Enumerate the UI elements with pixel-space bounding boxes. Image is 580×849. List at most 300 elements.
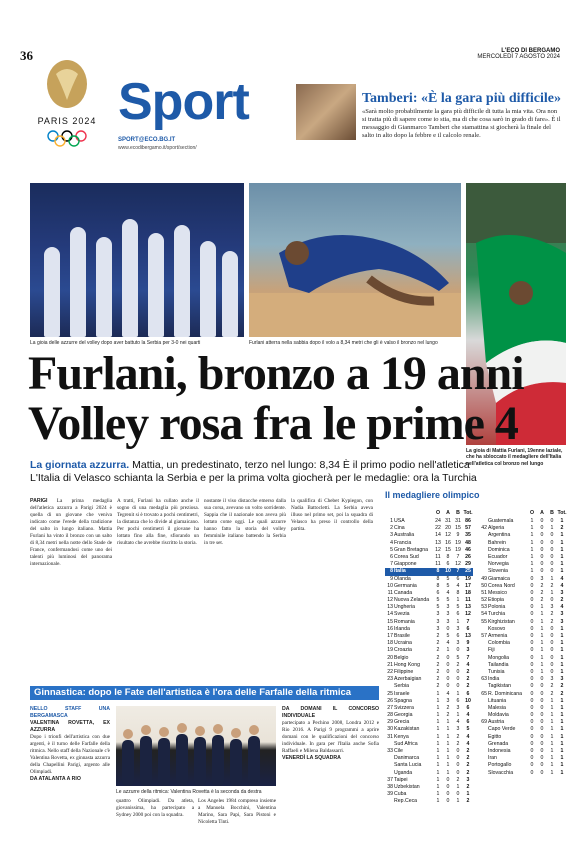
medal-cell-g: 1 (436, 719, 440, 726)
medal-cell-name: Kazakistan (394, 726, 420, 733)
medal-cell-t: 1 (560, 704, 564, 711)
medal-cell-b: 0 (550, 647, 554, 654)
medal-cell-g: 0 (530, 654, 534, 661)
gymnastics-caption: Le azzurre della ritmica: Valentina Rovetta è la seconda da destra (116, 789, 262, 795)
medal-cell-rank: 53 (481, 604, 487, 611)
medal-row (385, 662, 473, 669)
medal-cell-b: 0 (456, 647, 460, 654)
medal-cell-g: 1 (530, 525, 534, 532)
medal-cell-t: 17 (465, 582, 471, 589)
medal-cell-name: Uganda (394, 769, 413, 776)
medal-cell-s: 0 (540, 568, 544, 575)
medal-cell-s: 1 (446, 719, 450, 726)
medal-cell-s: 0 (540, 561, 544, 568)
medal-cell-name: Germania (394, 582, 417, 589)
medal-row (479, 719, 567, 726)
medal-cell-rank: 23 (387, 676, 393, 683)
medal-cell-g: 0 (530, 712, 534, 719)
medal-cell-s: 1 (540, 633, 544, 639)
medal-row (479, 633, 567, 640)
medal-cell-g: 0 (530, 668, 534, 675)
medal-cell-rank (479, 647, 488, 654)
medal-cell-rank: 54 (481, 611, 487, 618)
medal-cell-s: 0 (540, 704, 544, 711)
medal-cell-s: 0 (540, 525, 544, 532)
medal-cell-name: Tunisia (488, 668, 505, 675)
medal-row (385, 705, 473, 712)
medal-table-title: Il medagliere olimpico (385, 490, 480, 500)
medal-cell-g: 2 (436, 647, 440, 654)
medal-cell-g: 0 (530, 676, 534, 683)
volley-photo (30, 183, 244, 337)
medal-row (479, 540, 567, 547)
medal-cell-g: 1 (530, 518, 534, 524)
medal-cell-rank: 30 (387, 726, 393, 733)
medal-cell-s: 1 (446, 769, 450, 776)
medal-cell-name: Guatemala (488, 518, 514, 524)
medal-cell-t: 4 (466, 712, 470, 719)
medal-table-header (385, 510, 473, 518)
gym-column-4 (282, 706, 379, 762)
gym-column-1 (30, 706, 110, 783)
medal-cell-name: Kenya (394, 733, 409, 740)
medal-cell-g: 0 (530, 683, 534, 690)
medal-cell-name: Etiopia (488, 597, 504, 604)
medal-cell-s: 1 (540, 647, 544, 654)
section-web[interactable]: www.ecodibergamo.it/sport/section/ (118, 145, 197, 151)
medal-cell-rank: 4 (390, 539, 393, 546)
medal-cell-t: 2 (466, 668, 470, 675)
medal-cell-b: 0 (550, 539, 554, 546)
medal-cell-rank: 42 (481, 525, 487, 532)
medal-row (479, 547, 567, 554)
medal-cell-s: 0 (540, 697, 544, 704)
medal-table-box (385, 490, 568, 810)
medal-cell-b: 19 (455, 539, 461, 546)
medal-cell-name: Turchia (488, 611, 506, 618)
medal-cell-t: 1 (560, 647, 564, 654)
medal-cell-t: 2 (466, 798, 470, 805)
medal-cell-rank: 8 (390, 568, 393, 575)
medal-cell-name: Spagna (394, 697, 412, 704)
medal-row (385, 583, 473, 590)
medal-cell-name: Danimarca (394, 755, 420, 762)
medal-cell-b: 0 (550, 640, 554, 647)
medal-cell-rank: 55 (481, 618, 487, 625)
medal-cell-name: Uzbekistan (394, 783, 420, 790)
medal-cell-b: 2 (550, 690, 554, 697)
medal-cell-b: 2 (456, 661, 460, 668)
medal-cell-rank: 29 (387, 719, 393, 726)
medal-cell-name: Capo Verde (488, 726, 516, 733)
medal-cell-t: 1 (560, 546, 564, 553)
medal-cell-g: 0 (530, 633, 534, 639)
medal-cell-t: 1 (560, 726, 564, 733)
medal-cell-s: 4 (446, 589, 450, 596)
medal-cell-rank: 2 (390, 525, 393, 532)
medal-cell-rank: 19 (387, 647, 393, 654)
medal-cell-rank (385, 755, 394, 762)
medal-cell-g: 0 (530, 762, 534, 769)
article-column-4: la qualifica di Chebet Kypiegon, con Nadia Battocletti. La Serbia aveva illuso nel primo set, poi la squadra di Velasco ha preso il controllo della partita. (291, 498, 373, 532)
medal-row (385, 590, 473, 597)
medal-row (385, 532, 473, 539)
medal-cell-s: 1 (540, 654, 544, 661)
medal-row (479, 619, 567, 626)
medal-cell-g: 1 (436, 791, 440, 798)
medal-header-cell (394, 510, 433, 518)
medal-cell-b: 4 (456, 719, 460, 726)
medal-cell-s: 3 (446, 604, 450, 611)
medal-cell-t: 26 (465, 553, 471, 560)
medal-cell-t: 1 (560, 561, 564, 568)
medal-cell-s: 0 (540, 539, 544, 546)
medal-row (479, 748, 567, 755)
medal-cell-b: 0 (456, 762, 460, 769)
medal-row (479, 662, 567, 669)
medal-cell-g: 0 (530, 661, 534, 668)
medal-cell-b: 9 (456, 532, 460, 539)
medal-cell-g: 2 (436, 633, 440, 639)
medal-cell-b: 0 (550, 625, 554, 632)
medal-cell-s: 2 (540, 597, 544, 604)
medal-cell-rank (385, 798, 394, 805)
medal-row (479, 691, 567, 698)
medal-cell-g: 1 (436, 697, 440, 704)
section-email[interactable]: SPORT@ECO.BG.IT (118, 137, 176, 143)
medal-cell-g: 1 (436, 733, 440, 740)
medal-cell-t: 3 (560, 589, 564, 596)
medal-row (385, 791, 473, 798)
medal-cell-g: 1 (436, 748, 440, 754)
medal-cell-t: 4 (560, 604, 564, 611)
medal-cell-rank: 50 (481, 582, 487, 589)
medal-cell-b: 4 (456, 582, 460, 589)
medal-cell-name: Brasile (394, 633, 410, 639)
medal-cell-name: Olanda (394, 575, 411, 582)
medal-cell-rank: 49 (481, 575, 487, 582)
medal-cell-name: Portogallo (488, 762, 512, 769)
medal-cell-g: 1 (530, 568, 534, 575)
medal-cell-b: 0 (550, 597, 554, 604)
medal-cell-b: 2 (456, 740, 460, 747)
medal-row (385, 734, 473, 741)
medal-cell-t: 13 (465, 604, 471, 611)
medal-cell-s: 20 (445, 525, 451, 532)
medal-row (385, 525, 473, 532)
medal-cell-b: 1 (550, 755, 554, 762)
medal-cell-name: Santa Lucia (394, 762, 422, 769)
medal-row (385, 712, 473, 719)
medal-cell-t: 1 (560, 769, 564, 776)
medal-cell-name: Iran (488, 755, 497, 762)
medal-cell-s: 0 (446, 791, 450, 798)
medal-cell-g: 0 (530, 618, 534, 625)
gym-column-3: Los Angeles 1984 compreso insieme a Manuela Bocchini, Valentina Marino, Sara Papi, Sara Pistoni e Nicoletta Tinti. (198, 798, 276, 825)
medal-row (479, 518, 567, 525)
medal-cell-s: 1 (540, 625, 544, 632)
medal-cell-b: 2 (550, 683, 554, 690)
medal-cell-b: 12 (455, 561, 461, 568)
medal-cell-t: 1 (560, 532, 564, 539)
medal-row (385, 798, 473, 805)
medal-cell-s: 5 (446, 597, 450, 604)
medal-cell-g: 22 (435, 525, 441, 532)
medal-cell-g: 1 (436, 783, 440, 790)
medal-cell-g: 0 (530, 769, 534, 776)
medal-cell-t: 2 (466, 683, 470, 690)
medal-cell-name: India (488, 676, 500, 683)
medal-cell-t: 2 (466, 748, 470, 754)
medal-cell-name: Argentina (488, 532, 511, 539)
medal-row (385, 719, 473, 726)
medal-cell-name: Polonia (488, 604, 506, 611)
medal-cell-name: Armenia (488, 633, 508, 639)
medal-cell-t: 1 (560, 748, 564, 754)
medal-row (385, 540, 473, 547)
medal-cell-g: 8 (436, 582, 440, 589)
medal-row (479, 561, 567, 568)
medal-cell-t: 18 (465, 589, 471, 596)
medal-cell-s: 16 (445, 539, 451, 546)
medal-cell-rank: 52 (481, 597, 487, 604)
medal-cell-name: Australia (394, 532, 415, 539)
medal-cell-s: 3 (446, 611, 450, 618)
medal-cell-rank (479, 640, 488, 647)
medal-cell-t: 1 (466, 791, 470, 798)
medal-cell-t: 6 (466, 625, 470, 632)
medal-cell-s: 2 (446, 712, 450, 719)
medal-row (479, 734, 567, 741)
medal-cell-t: 5 (466, 726, 470, 733)
medal-cell-rank (479, 540, 488, 547)
medal-row (385, 647, 473, 654)
medal-cell-t: 6 (466, 690, 470, 697)
medal-cell-t: 1 (560, 762, 564, 769)
medal-cell-b: 7 (456, 568, 460, 575)
medal-cell-s: 1 (540, 618, 544, 625)
medal-row (385, 755, 473, 762)
medal-cell-rank: 6 (390, 553, 393, 560)
medal-row (385, 626, 473, 633)
medal-cell-g: 3 (436, 618, 440, 625)
medal-cell-t: 4 (560, 582, 564, 589)
medal-cell-rank (479, 669, 488, 676)
medal-cell-t: 3 (466, 776, 470, 783)
medal-row (385, 640, 473, 647)
medal-row (385, 611, 473, 618)
medal-cell-t: 1 (560, 640, 564, 647)
medal-cell-g: 1 (530, 553, 534, 560)
medal-cell-g: 0 (530, 597, 534, 604)
medal-cell-g: 0 (530, 604, 534, 611)
medal-cell-s: 0 (540, 733, 544, 740)
page-number: 36 (20, 48, 33, 63)
medal-cell-s: 4 (446, 690, 450, 697)
masthead (420, 48, 560, 60)
medal-cell-g: 1 (436, 769, 440, 776)
medal-row (479, 705, 567, 712)
medal-cell-name: Messico (488, 589, 508, 596)
medal-cell-t: 1 (560, 625, 564, 632)
medal-row (385, 669, 473, 676)
medal-cell-b: 5 (456, 654, 460, 661)
medal-row (385, 561, 473, 568)
article-dateline: PARIGI (30, 498, 48, 504)
medal-cell-g: 1 (530, 539, 534, 546)
medal-cell-t: 6 (466, 704, 470, 711)
medal-cell-b: 19 (455, 546, 461, 553)
medal-cell-s: 0 (540, 762, 544, 769)
medal-cell-name: Corea Sud (394, 553, 419, 560)
medal-row (479, 626, 567, 633)
medal-cell-rank: 7 (390, 561, 393, 568)
medal-cell-s: 1 (446, 733, 450, 740)
medal-cell-g: 0 (530, 733, 534, 740)
flag-caption: La gioia di Mattia Furlani, 19enne laziale, che ha sbloccato il medagliere dell'Italia nell'atletica col bronzo nel lungo (466, 448, 563, 467)
medal-cell-rank (479, 741, 488, 748)
medal-cell-t: 4 (560, 575, 564, 582)
kicker (30, 459, 470, 471)
medal-cell-name: Tailandia (488, 661, 509, 668)
publication-date: MERCOLEDÌ 7 AGOSTO 2024 (477, 54, 560, 60)
medal-cell-g: 1 (436, 704, 440, 711)
medal-cell-s: 31 (445, 518, 451, 524)
medal-cell-b: 1 (550, 575, 554, 582)
medal-row (385, 655, 473, 662)
headline-line-2: Volley rosa fra le prime 4 (28, 397, 518, 450)
medal-row (479, 590, 567, 597)
medal-cell-s: 0 (446, 683, 450, 690)
medal-cell-t: 3 (560, 618, 564, 625)
medal-cell-rank: 10 (387, 582, 393, 589)
medal-cell-b: 2 (456, 733, 460, 740)
medal-cell-t: 48 (465, 539, 471, 546)
medal-cell-s: 2 (446, 704, 450, 711)
medal-row (479, 755, 567, 762)
medal-cell-b: 2 (550, 582, 554, 589)
medal-cell-rank (479, 655, 488, 662)
paris-2024-logo (32, 56, 102, 152)
medal-cell-name: Malesia (488, 704, 506, 711)
medal-cell-s: 0 (540, 769, 544, 776)
medal-cell-rank: 21 (387, 661, 393, 668)
medal-cell-b: 1 (456, 712, 460, 719)
medal-cell-t: 1 (560, 740, 564, 747)
medal-cell-b: 3 (456, 704, 460, 711)
medal-cell-t: 7 (466, 618, 470, 625)
medal-cell-rank: 11 (387, 589, 393, 596)
medal-cell-g: 0 (530, 740, 534, 747)
medal-cell-t: 1 (560, 719, 564, 726)
medal-cell-rank: 25 (387, 690, 393, 697)
medal-cell-t: 1 (560, 518, 564, 524)
medal-cell-g: 2 (436, 668, 440, 675)
medal-header-cell (488, 510, 527, 518)
medal-row (479, 770, 567, 777)
medal-cell-rank: 33 (387, 748, 393, 754)
medal-cell-b: 2 (456, 776, 460, 783)
medal-cell-rank: 20 (387, 654, 393, 661)
tamberi-title: Tamberi: «È la gara più difficile» (362, 91, 561, 106)
medal-row (479, 640, 567, 647)
medal-cell-name: Svizzera (394, 704, 414, 711)
medal-cell-b: 15 (455, 525, 461, 532)
medal-cell-s: 15 (445, 546, 451, 553)
medal-cell-rank: 65 (481, 690, 487, 697)
medal-row (479, 604, 567, 611)
medal-cell-name: Cina (394, 525, 405, 532)
medal-cell-rank: 15 (387, 618, 393, 625)
gym-col1-head: VALENTINA ROVETTA, EX AZZURRA (30, 719, 110, 733)
medal-cell-s: 1 (540, 661, 544, 668)
medal-cell-b: 0 (550, 561, 554, 568)
medal-cell-b: 6 (456, 633, 460, 639)
medal-cell-name: R. Dominicana (488, 690, 523, 697)
medal-cell-g: 1 (436, 755, 440, 762)
medal-cell-s: 5 (446, 633, 450, 639)
medal-cell-b: 0 (550, 568, 554, 575)
medal-cell-b: 1 (550, 748, 554, 754)
medal-cell-name: Ucraina (394, 640, 412, 647)
medal-row (385, 619, 473, 626)
medal-cell-name: Algeria (488, 525, 505, 532)
medal-row (385, 604, 473, 611)
kicker-sub: L'Italia di Velasco schianta la Serbia e per la prima volta giocherà per le medaglie: ora la Turchia (30, 472, 477, 484)
gym-byline: NELLO STAFF UNA BERGAMASCA (30, 706, 110, 719)
medal-cell-t: 4 (466, 740, 470, 747)
medal-cell-t: 1 (560, 755, 564, 762)
medal-cell-s: 0 (446, 783, 450, 790)
medal-cell-g: 1 (436, 776, 440, 783)
medal-cell-g: 0 (530, 625, 534, 632)
publication-name: L'ECO DI BERGAMO (501, 48, 560, 54)
medal-cell-b: 0 (456, 748, 460, 754)
medal-cell-name: Gran Bretagna (394, 546, 429, 553)
medal-cell-b: 1 (550, 769, 554, 776)
medal-cell-name: Georgia (394, 712, 413, 719)
medal-cell-b: 1 (550, 762, 554, 769)
medal-cell-t: 4 (466, 733, 470, 740)
medal-cell-b: 1 (456, 597, 460, 604)
furlani-caption: Furlani atterra nella sabbia dopo il volo a 8,34 metri che gli è valso il bronzo nel lungo (249, 340, 438, 346)
medal-row (479, 576, 567, 583)
medal-cell-rank (479, 662, 488, 669)
medal-cell-name: Ecuador (488, 553, 508, 560)
medal-cell-s: 8 (446, 553, 450, 560)
medal-table-right (479, 510, 567, 777)
medal-cell-g: 0 (530, 704, 534, 711)
medal-cell-g: 0 (530, 748, 534, 754)
medal-cell-s: 3 (446, 618, 450, 625)
medal-cell-rank (479, 734, 488, 741)
gym-column-2: quattro Olimpiadi. Da atleta, giovanissima, ha partecipato a Sydney 2000 poi con la squadra. (116, 798, 194, 818)
medal-row (479, 583, 567, 590)
medal-cell-t: 1 (560, 553, 564, 560)
medal-cell-name: Lituania (488, 697, 507, 704)
medal-row (479, 726, 567, 733)
medal-cell-name: Hong Kong (394, 661, 420, 668)
medal-cell-b: 31 (455, 518, 461, 524)
medal-cell-rank: 37 (387, 776, 393, 783)
medal-row (385, 748, 473, 755)
medal-cell-g: 24 (435, 518, 441, 524)
medal-cell-b: 0 (456, 791, 460, 798)
medal-cell-rank (479, 568, 488, 575)
medal-cell-s: 0 (540, 719, 544, 726)
medal-cell-rank: 17 (387, 633, 393, 639)
medal-cell-name: Cile (394, 748, 403, 754)
